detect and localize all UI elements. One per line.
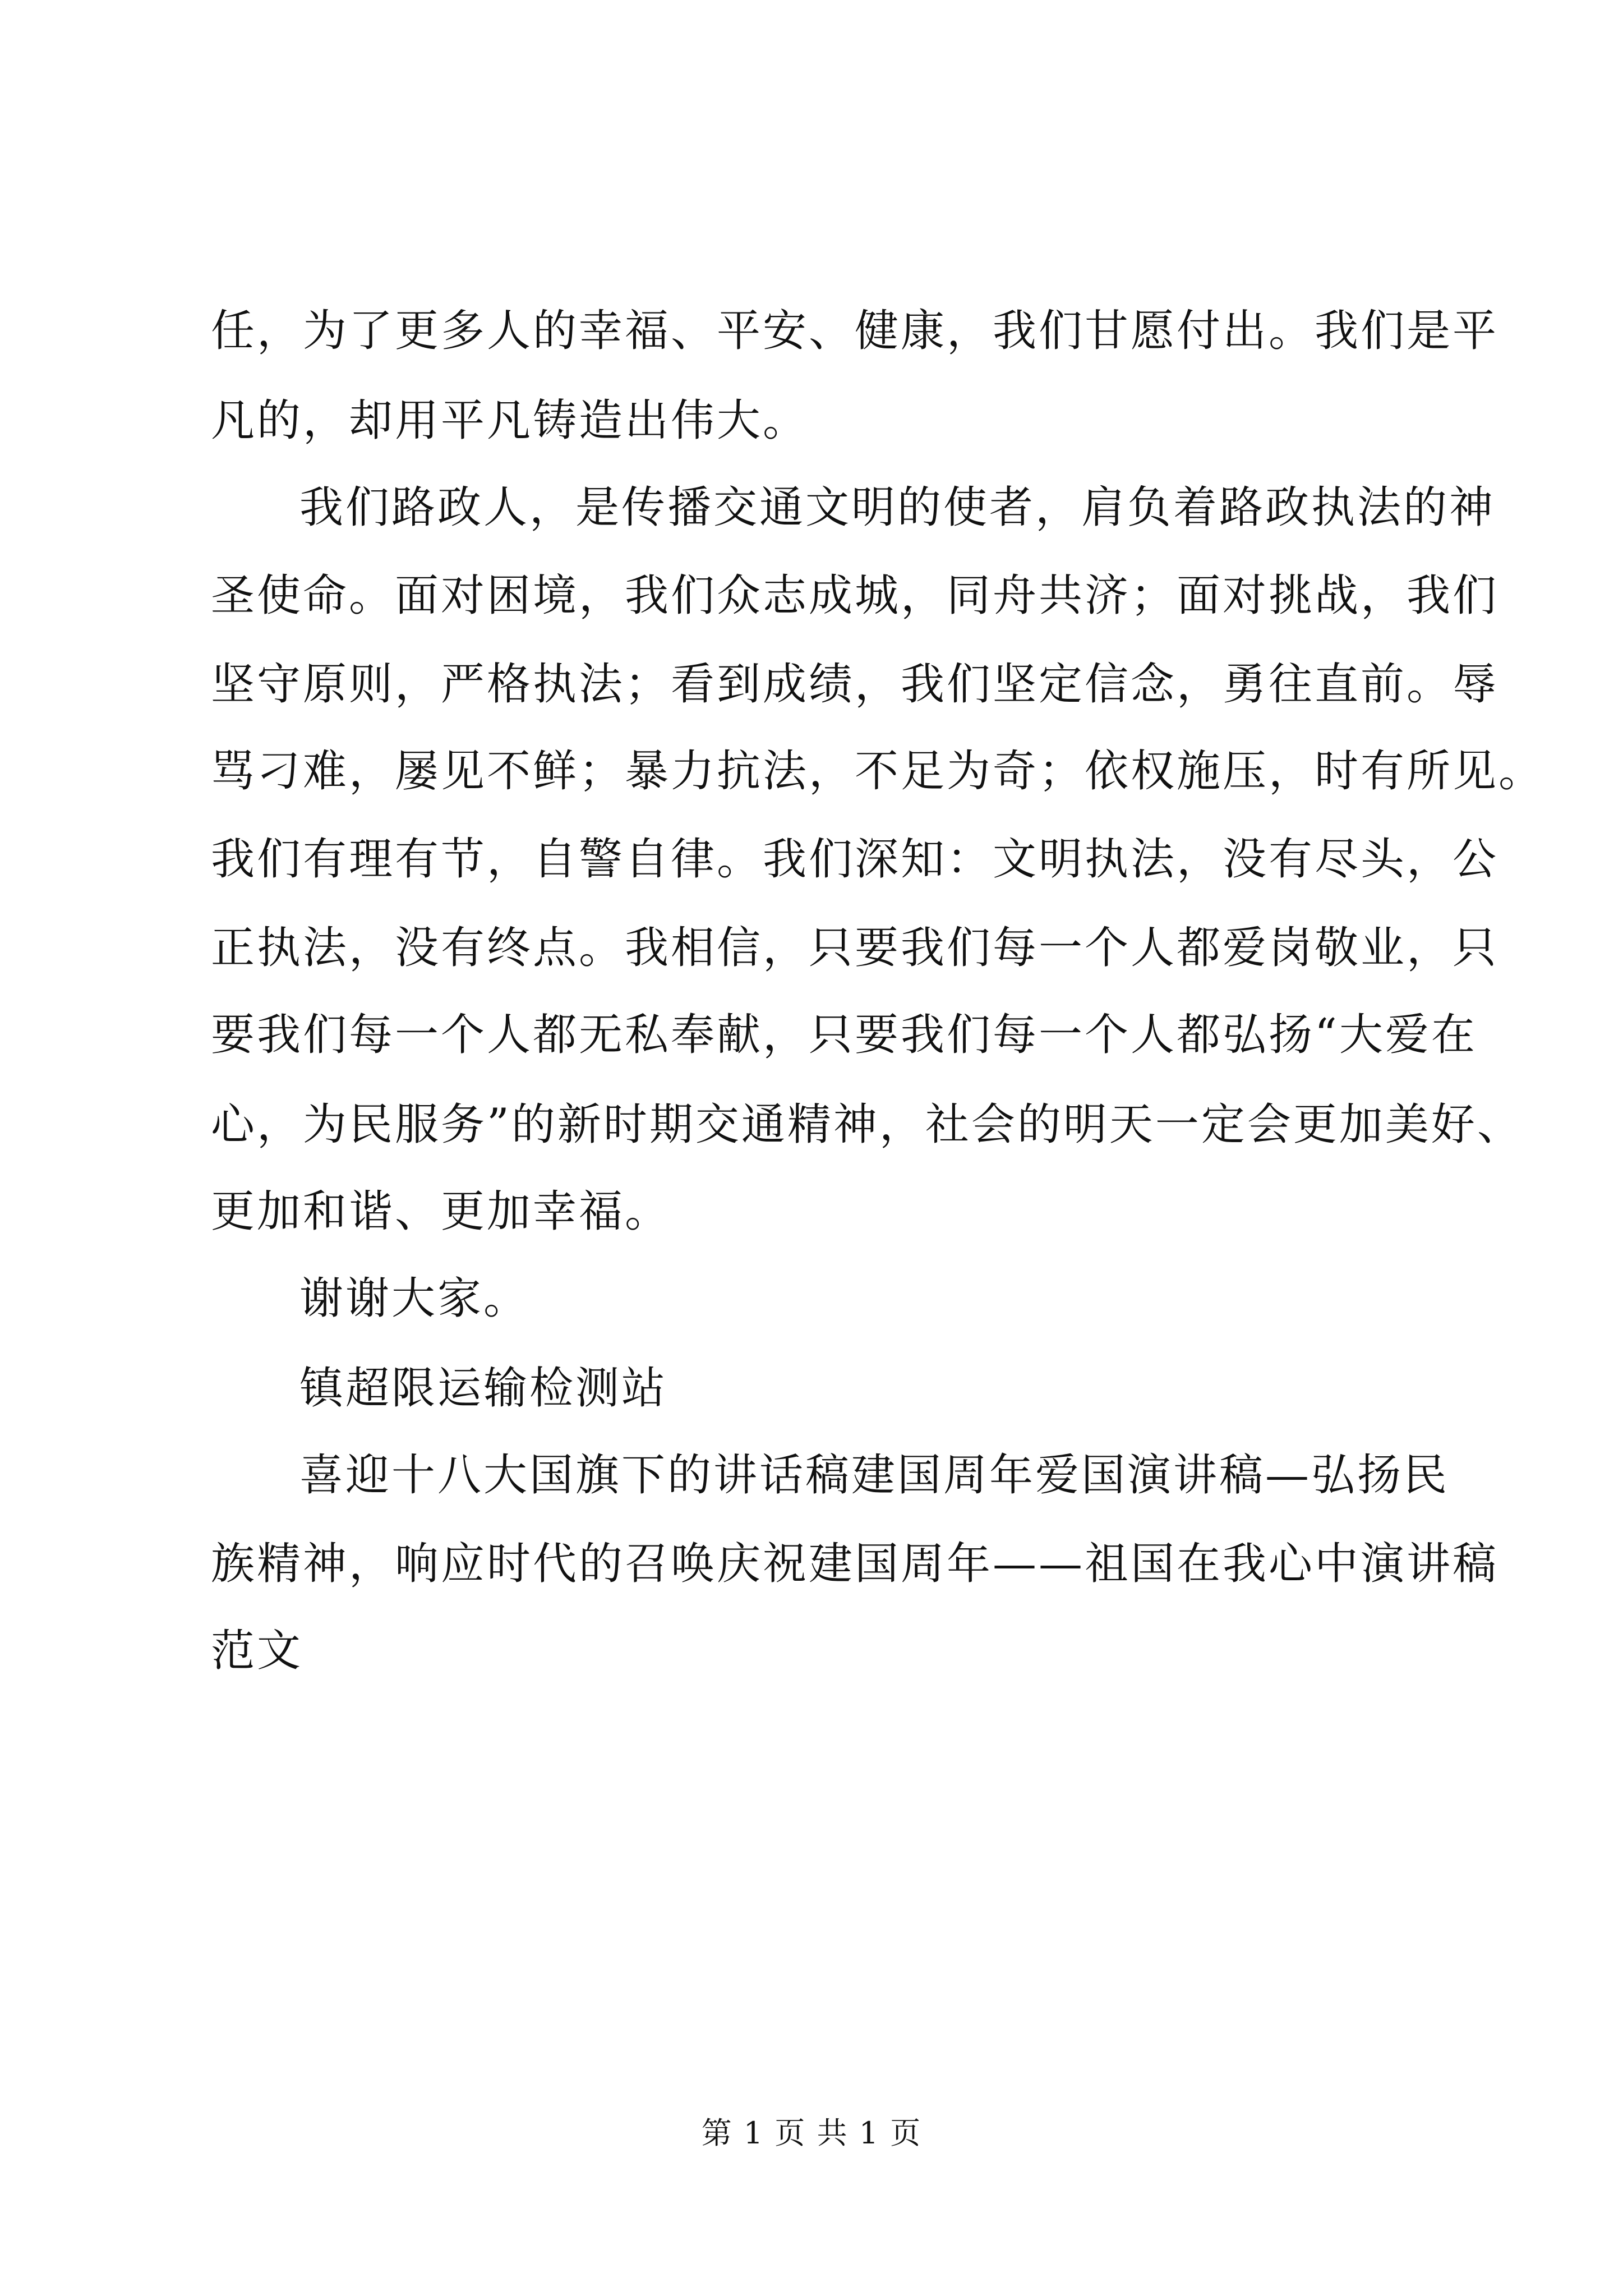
- text-line: 族精神，响应时代的召唤庆祝建国周年——祖国在我心中演讲稿: [211, 1539, 1499, 1589]
- page-footer: 第 1 页 共 1 页: [701, 2115, 922, 2151]
- text-line: 正执法，没有终点。我相信，只要我们每一个人都爱岗敬业，只: [211, 923, 1499, 973]
- signature-line: 镇超限运输检测站: [299, 1363, 668, 1414]
- text-line: 要我们每一个人都无私奉献，只要我们每一个人都弘扬“大爱在: [211, 1010, 1477, 1060]
- text-line: 喜迎十八大国旗下的讲话稿建国周年爱国演讲稿—弘扬民: [299, 1450, 1450, 1501]
- closing-line: 谢谢大家。: [299, 1273, 530, 1324]
- text-line: 圣使命。面对困境，我们众志成城，同舟共济；面对挑战，我们: [211, 570, 1499, 621]
- text-line: 骂刁难，屡见不鲜；暴力抗法，不足为奇；依权施压，时有所见。: [211, 746, 1545, 797]
- text-line: 坚守原则，严格执法；看到成绩，我们坚定信念，勇往直前。辱: [211, 659, 1499, 710]
- text-line: 心，为民服务”的新时期交通精神，社会的明天一定会更加美好、: [211, 1099, 1523, 1150]
- text-line: 任，为了更多人的幸福、平安、健康，我们甘愿付出。我们是平: [211, 306, 1499, 356]
- text-line: 我们有理有节，自警自律。我们深知：文明执法，没有尽头，公: [211, 834, 1499, 885]
- text-line: 范文: [211, 1626, 303, 1676]
- text-line: 更加和谐、更加幸福。: [211, 1186, 671, 1237]
- text-line: 我们路政人，是传播交通文明的使者，肩负着路政执法的神: [299, 482, 1496, 533]
- text-line: 凡的，却用平凡铸造出伟大。: [211, 395, 809, 446]
